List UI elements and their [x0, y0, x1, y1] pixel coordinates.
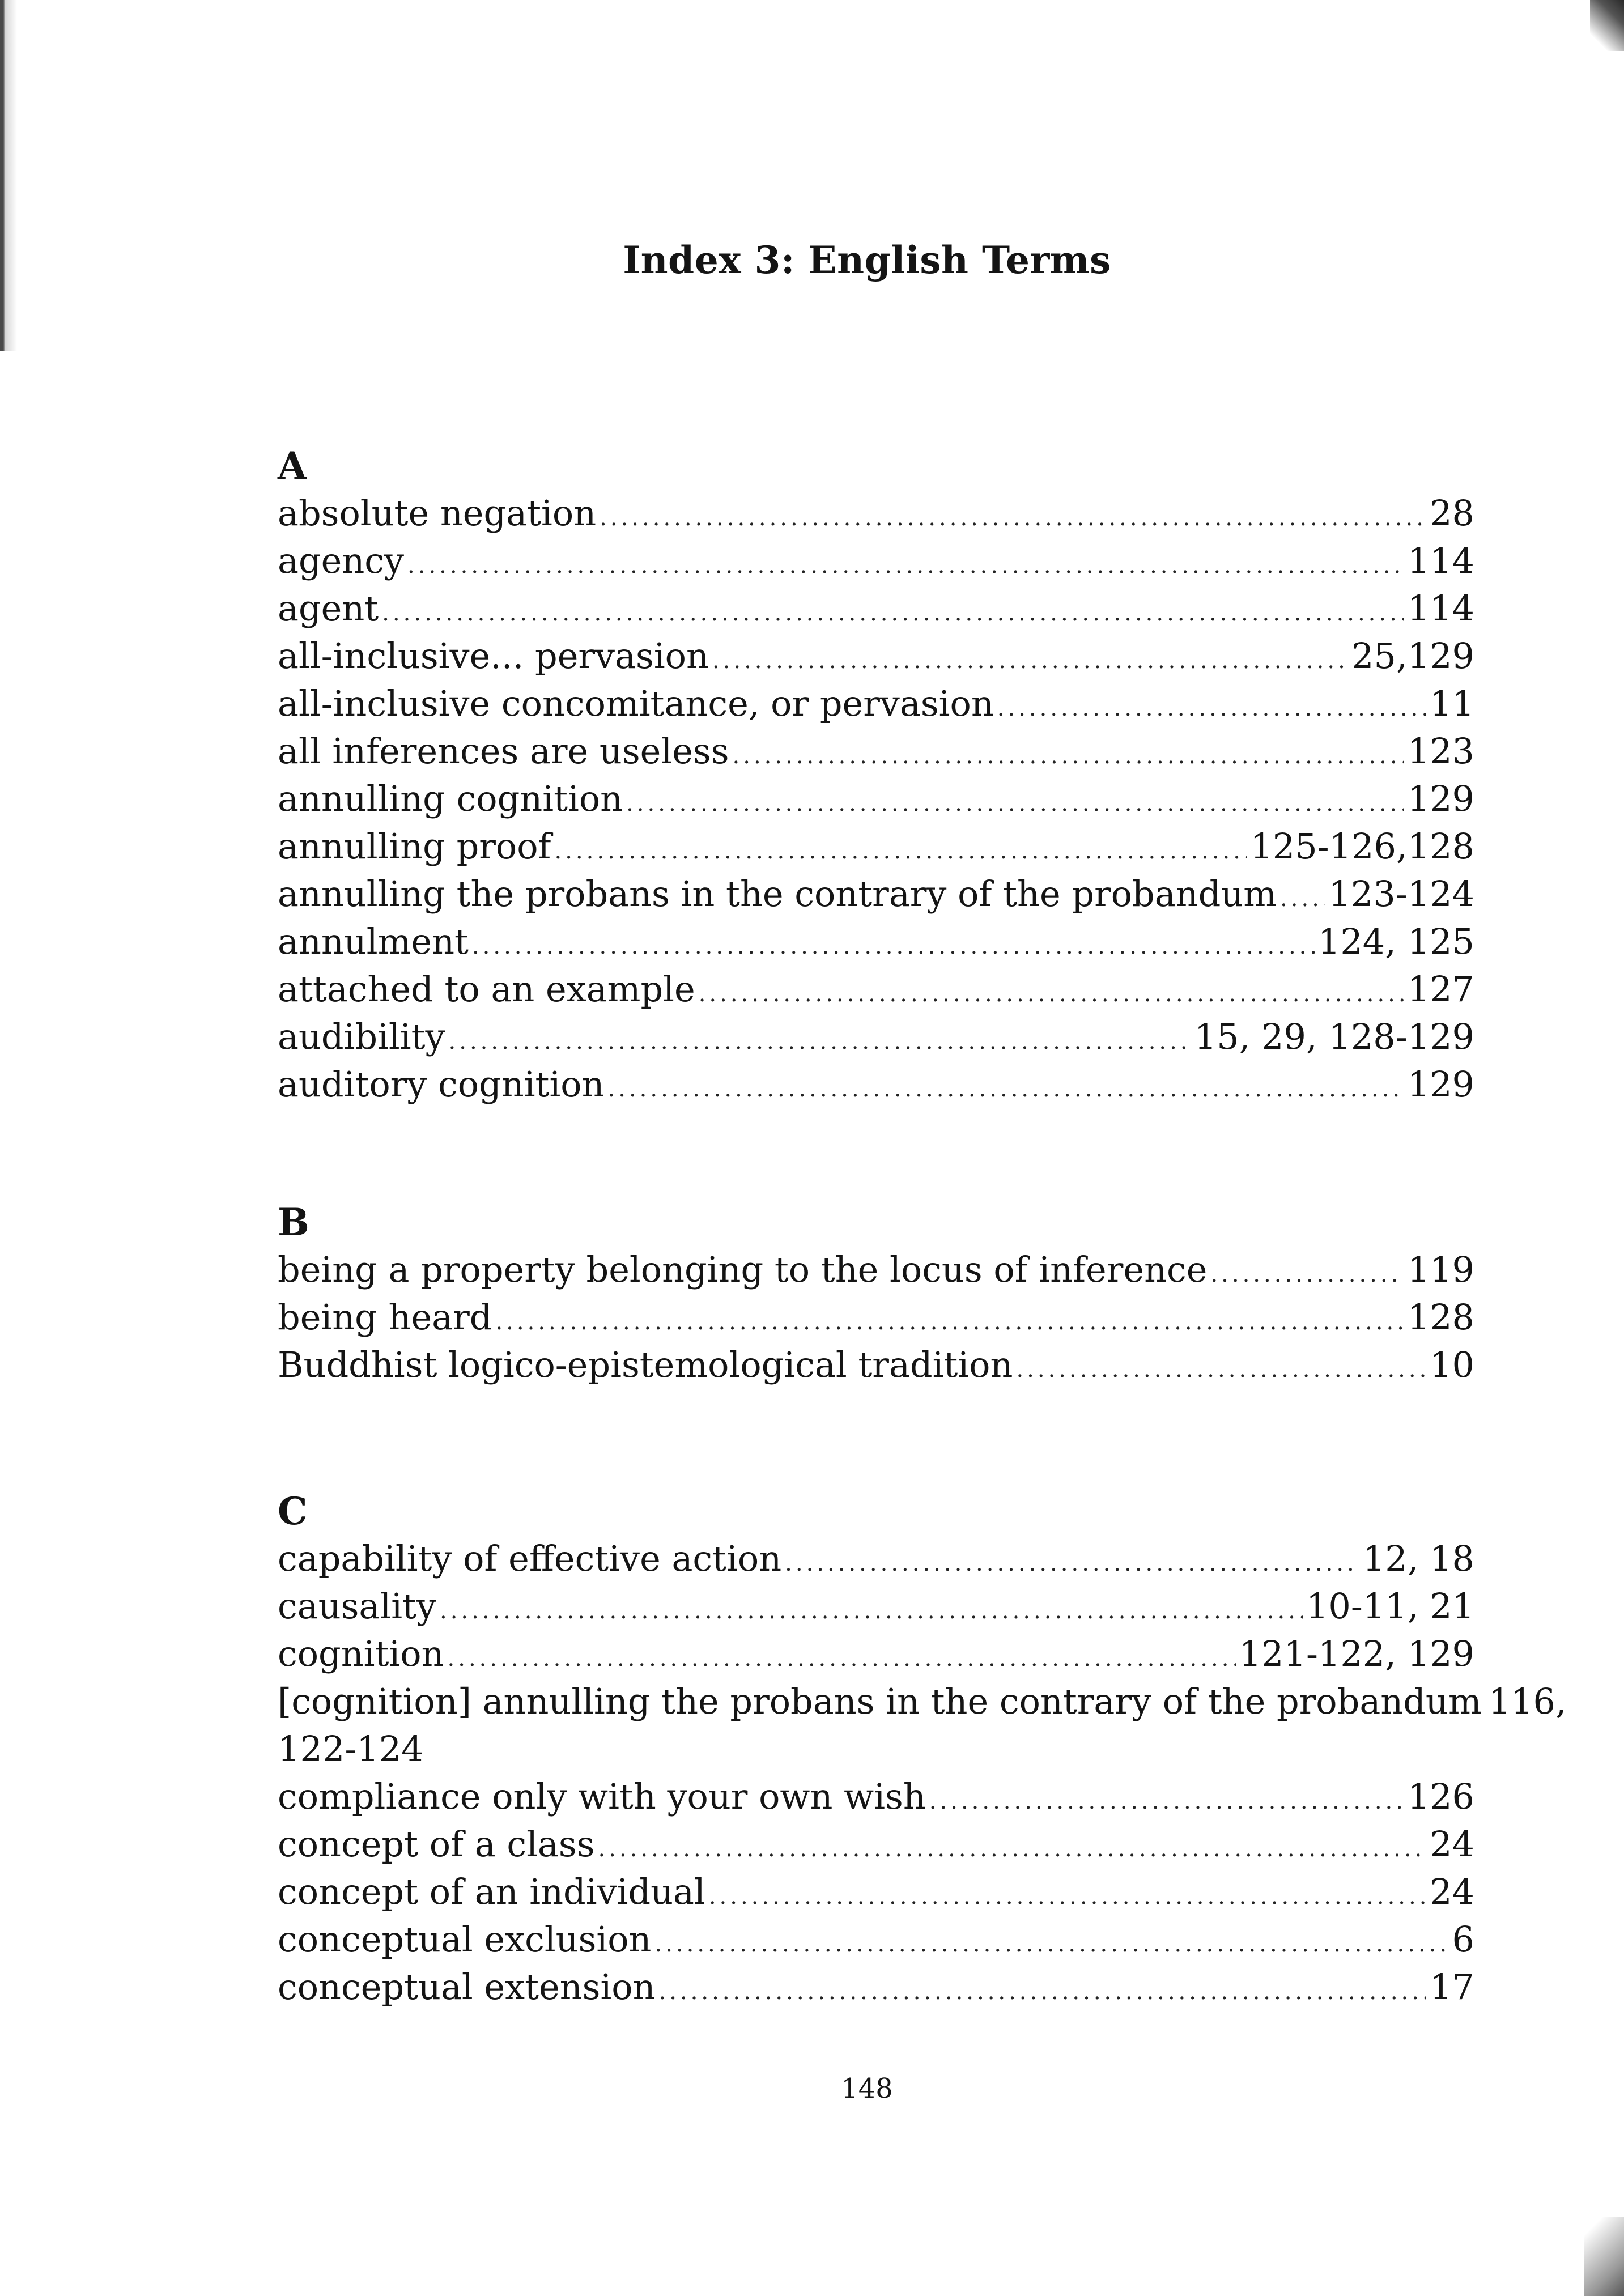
section-letter: B: [278, 1200, 309, 1244]
entry-term: concept of a class: [278, 1823, 595, 1865]
entry-pages: 12, 18: [1362, 1538, 1474, 1579]
entry-term: annulment: [278, 921, 469, 962]
scan-shadow-bottom-right: [1584, 2217, 1624, 2296]
entry-term: agency: [278, 540, 405, 581]
index-entry: [278, 728, 1474, 775]
index-entry: [278, 1583, 1474, 1630]
entry-term: being a property belonging to the locus of inference: [278, 1249, 1208, 1290]
index-section-a: [278, 442, 1474, 1108]
index-entry: [278, 1821, 1474, 1868]
dot-leader: [712, 637, 1348, 684]
index-entry: [278, 1341, 1474, 1389]
entry-pages: 116,: [1488, 1681, 1567, 1722]
index-entry: [278, 1246, 1474, 1294]
dot-leader: [600, 494, 1426, 542]
entry-term: [cognition] annulling the probans in the contrary of the probandum: [278, 1681, 1482, 1722]
dot-leader: [654, 1920, 1448, 1968]
entry-term: absolute negation: [278, 492, 597, 534]
entry-pages: 10: [1430, 1344, 1474, 1385]
entry-term: concept of an individual: [278, 1871, 705, 1912]
entry-term: all-inclusive... pervasion: [278, 635, 709, 677]
entry-term: audibility: [278, 1016, 445, 1057]
entry-pages: 11: [1430, 683, 1474, 724]
dot-leader: [626, 780, 1404, 827]
dot-leader: [1016, 1346, 1426, 1393]
entry-term: compliance only with your own wish: [278, 1776, 926, 1817]
index-entry: [278, 823, 1474, 870]
scan-shadow-left: [0, 0, 28, 351]
entry-pages: 25,129: [1351, 635, 1474, 677]
index-entry: [278, 870, 1474, 918]
index-section-c: [278, 1487, 1567, 2011]
index-entry: [278, 918, 1474, 966]
entry-term: being heard: [278, 1296, 492, 1338]
entry-term: conceptual extension: [278, 1966, 656, 2008]
entry-term: annulling the probans in the contrary of the probandum: [278, 873, 1277, 915]
index-entry: [278, 585, 1474, 632]
entry-pages: 123-124: [1328, 873, 1474, 915]
dot-leader: [699, 970, 1404, 1018]
dot-leader: [598, 1825, 1427, 1873]
entry-pages: 114: [1407, 540, 1474, 581]
entry-pages: 124, 125: [1317, 921, 1474, 962]
dot-leader: [1210, 1251, 1404, 1298]
index-entry: [278, 680, 1474, 728]
entry-pages: 125-126,128: [1250, 826, 1474, 867]
dot-leader: [733, 732, 1404, 780]
dot-leader: [555, 827, 1247, 875]
entry-pages: 123: [1407, 730, 1474, 772]
entry-pages: 129: [1407, 1064, 1474, 1105]
dot-leader: [997, 684, 1426, 732]
entry-term: causality: [278, 1585, 436, 1627]
entry-pages: 24: [1430, 1871, 1474, 1912]
dot-leader: [382, 589, 1404, 637]
page-number: 148: [841, 2073, 893, 2104]
dot-leader: [929, 1778, 1404, 1825]
index-entry: [278, 490, 1474, 537]
dot-leader: [709, 1873, 1426, 1920]
page-title: Index 3: English Terms: [623, 238, 1111, 282]
entry-term: auditory cognition: [278, 1064, 605, 1105]
entry-pages-continuation: 122-124: [278, 1728, 424, 1770]
entry-pages: 126: [1407, 1776, 1474, 1817]
dot-leader: [449, 1018, 1191, 1065]
entry-pages: 114: [1407, 588, 1474, 629]
dot-leader: [608, 1065, 1404, 1113]
entry-term: annulling cognition: [278, 778, 623, 819]
entry-pages: 15, 29, 128-129: [1194, 1016, 1474, 1057]
entry-term: conceptual exclusion: [278, 1919, 652, 1960]
index-entry: [278, 1773, 1474, 1821]
entry-term: Buddhist logico-epistemological tradition: [278, 1344, 1013, 1385]
index-entry: [278, 1061, 1474, 1108]
dot-leader: [440, 1587, 1303, 1635]
entry-term: capability of effective action: [278, 1538, 782, 1579]
entry-term: attached to an example: [278, 968, 695, 1010]
index-entry: [278, 1630, 1474, 1678]
section-letter: A: [278, 444, 307, 488]
dot-leader: [472, 922, 1315, 970]
entry-pages: 128: [1407, 1296, 1474, 1338]
entry-pages: 6: [1452, 1919, 1474, 1960]
index-entry: [278, 1963, 1474, 2011]
index-entry: [278, 1916, 1474, 1963]
index-entry: [278, 537, 1474, 585]
dot-leader: [407, 542, 1404, 589]
entry-term: agent: [278, 588, 379, 629]
entry-pages: 121-122, 129: [1239, 1633, 1474, 1674]
dot-leader: [1280, 875, 1325, 922]
entry-term: cognition: [278, 1633, 444, 1674]
entry-pages: 119: [1407, 1249, 1474, 1290]
section-letter: C: [278, 1489, 308, 1533]
entry-term: all inferences are useless: [278, 730, 729, 772]
index-entry: [278, 1013, 1474, 1061]
dot-leader: [495, 1298, 1404, 1346]
entry-pages: 129: [1407, 778, 1474, 819]
entry-pages: 10-11, 21: [1306, 1585, 1474, 1627]
index-entry: [278, 1678, 1567, 1725]
dot-leader: [785, 1540, 1359, 1587]
index-entry: [278, 1868, 1474, 1916]
entry-pages: 24: [1430, 1823, 1474, 1865]
entry-term: annulling proof: [278, 826, 551, 867]
index-entry: [278, 1294, 1474, 1341]
dot-leader: [659, 1968, 1427, 2016]
entry-pages: 17: [1430, 1966, 1474, 2008]
index-entry: [278, 966, 1474, 1013]
entry-pages: 28: [1430, 492, 1474, 534]
entry-term: all-inclusive concomitance, or pervasion: [278, 683, 994, 724]
dot-leader: [448, 1635, 1236, 1682]
index-entry: [278, 775, 1474, 823]
index-entry: [278, 1535, 1474, 1583]
scan-shadow-top-right: [1590, 0, 1624, 51]
index-section-b: [278, 1198, 1474, 1389]
entry-pages: 127: [1407, 968, 1474, 1010]
index-entry: [278, 632, 1474, 680]
